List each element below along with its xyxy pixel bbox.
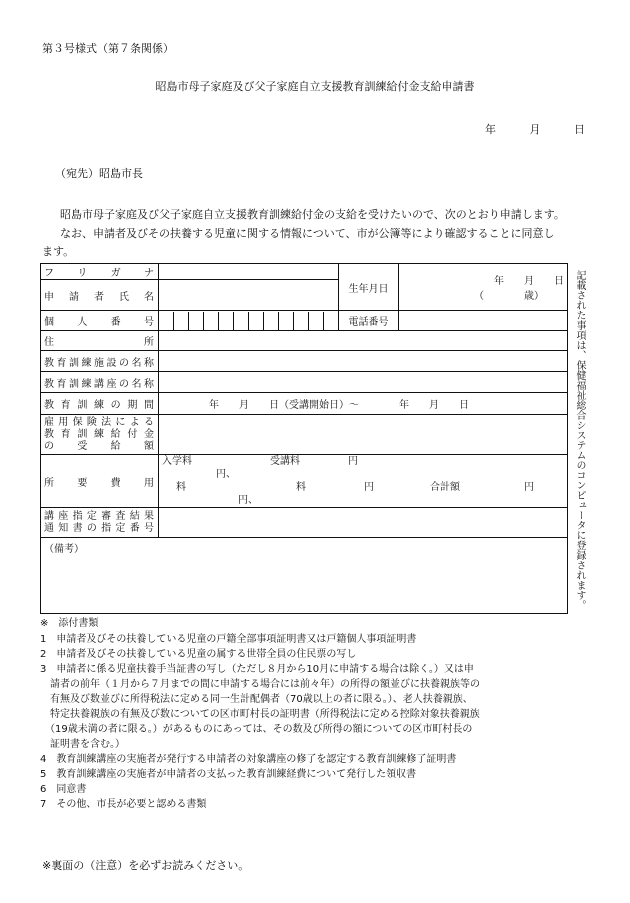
designation-label-1: 講座指定審査結果 xyxy=(44,510,155,522)
furigana-label: フ リ ガ ナ xyxy=(41,264,159,280)
attachment-item: 5 教育訓練講座の実施者が申請者の支払った教育訓練経費について発行した領収書 xyxy=(40,769,417,780)
required-expenses-label: 所 要 費 用 xyxy=(41,455,159,508)
attachment-item: （19歳未満の者に限る。）があるものにあっては、その数及び所得の額についての区市町村長の xyxy=(40,724,473,735)
remarks-label: （備考） xyxy=(44,544,84,555)
attachment-item: 特定扶養親族の有無及び数についての区市町村長の証明書（所得税法に定める控除対象扶養親族 xyxy=(40,709,480,720)
phone-field[interactable] xyxy=(399,311,568,331)
document-title: 昭島市母子家庭及び父子家庭自立支援教育訓練給付金支給申請書 xyxy=(155,80,475,93)
fee-other-label-2: 料 xyxy=(296,482,306,493)
age-value: （ 歳） xyxy=(474,291,544,302)
designation-number-field[interactable] xyxy=(159,508,568,538)
application-form-table xyxy=(40,263,568,614)
course-name-field[interactable] xyxy=(159,372,568,393)
designation-label-2: 通知書の指定番号 xyxy=(44,522,155,534)
attachment-item: 有無及び数並びに所得税法に定める同一生計配偶者（70歳以上の者に限る。）、老人扶養親族、 xyxy=(40,694,473,705)
remarks-field[interactable] xyxy=(41,538,568,614)
fee-other-label-1: 料 xyxy=(176,482,186,493)
yen-2: 円 xyxy=(348,456,358,467)
attachment-item: 7 その他、市長が必要と認める書類 xyxy=(40,799,207,810)
designation-number-label xyxy=(41,508,159,538)
personal-number-field[interactable] xyxy=(159,311,339,331)
consent-statement-line2: ます。 xyxy=(42,245,75,258)
birthdate-value: 年 月 日 xyxy=(494,276,564,287)
attachment-item: 4 教育訓練講座の実施者が発行する申請者の対象講座の修了を認定する教育訓練修了証明書 xyxy=(40,754,457,765)
yen-3: 円、 xyxy=(238,495,258,506)
fee-breakdown xyxy=(162,455,564,507)
attachment-item: 請者の前年（１月から７月までの間に申請する場合には前々年）の所得の額並びに扶養親族等の xyxy=(40,679,480,690)
attachment-item: 3 申請者に係る児童扶養手当証書の写し（ただし８月から10月に申請する場合は除く。）又は申 xyxy=(40,664,474,675)
applicant-name-label: 申 請 者 氏 名 xyxy=(41,280,159,311)
address-label: 住 所 xyxy=(41,331,159,351)
total-label: 合計額 xyxy=(430,482,460,493)
form-number: 第３号様式（第７条関係） xyxy=(42,42,174,55)
applicant-name-field[interactable] xyxy=(159,280,339,311)
facility-name-label: 教育訓練施設の名称 xyxy=(41,351,159,372)
fee-course-label: 受講料 xyxy=(270,456,300,467)
facility-name-field[interactable] xyxy=(159,351,568,372)
address-field[interactable] xyxy=(159,331,568,351)
yen-total: 円 xyxy=(524,482,534,493)
training-period-field[interactable]: 年 月 日（受講開始日）～ 年 月 日 xyxy=(159,393,568,415)
attachments-heading: ※ 添付書類 xyxy=(40,618,99,629)
attachment-item: 1 申請者及びその扶養している児童の戸籍全部事項証明書又は戸籍個人事項証明書 xyxy=(40,634,417,645)
addressee: （宛先）昭島市長 xyxy=(55,167,143,180)
employment-insurance-label xyxy=(41,415,159,455)
system-registration-note: 記載された事項は、保健福祉総合システムのコンピュータに登録されます。 xyxy=(574,270,585,610)
personal-number-boxes xyxy=(159,312,338,330)
employment-insurance-label-3: の 受 給 額 xyxy=(44,440,155,452)
phone-label: 電話番号 xyxy=(339,311,399,331)
personal-number-label: 個 人 番 号 xyxy=(41,311,159,331)
attachment-item: 証明書を含む。） xyxy=(40,739,125,750)
employment-insurance-label-2: 教 育 訓 練 給 付 金 xyxy=(44,428,155,440)
application-statement: 昭島市母子家庭及び父子家庭自立支援教育訓練給付金の支給を受けたいので、次のとおり申請します。 xyxy=(60,208,565,221)
furigana-field[interactable] xyxy=(159,264,339,280)
date-line[interactable]: 年 月 日 xyxy=(485,123,585,136)
reverse-side-note: ※裏面の（注意）を必ずお読みください。 xyxy=(42,859,250,872)
birthdate-label: 生年月日 xyxy=(339,264,399,311)
training-period-label: 教 育 訓 練 の 期 間 xyxy=(41,393,159,415)
course-name-label: 教育訓練講座の名称 xyxy=(41,372,159,393)
birthdate-field[interactable] xyxy=(399,264,568,311)
attachment-item: 2 申請者及びその扶養している児童の属する世帯全員の住民票の写し xyxy=(40,649,357,660)
consent-statement-line1: なお、申請者及びその扶養する児童に関する情報について、市が公簿等により確認することに同意し xyxy=(60,227,555,240)
required-expenses-field[interactable] xyxy=(159,455,568,508)
employment-insurance-field[interactable] xyxy=(159,415,568,455)
yen-1: 円、 xyxy=(216,469,236,480)
attachment-item: 6 同意書 xyxy=(40,784,87,795)
yen-4: 円 xyxy=(364,482,374,493)
employment-insurance-label-1: 雇用保険法による xyxy=(44,416,155,428)
fee-entrance-label: 入学料 xyxy=(162,456,192,467)
